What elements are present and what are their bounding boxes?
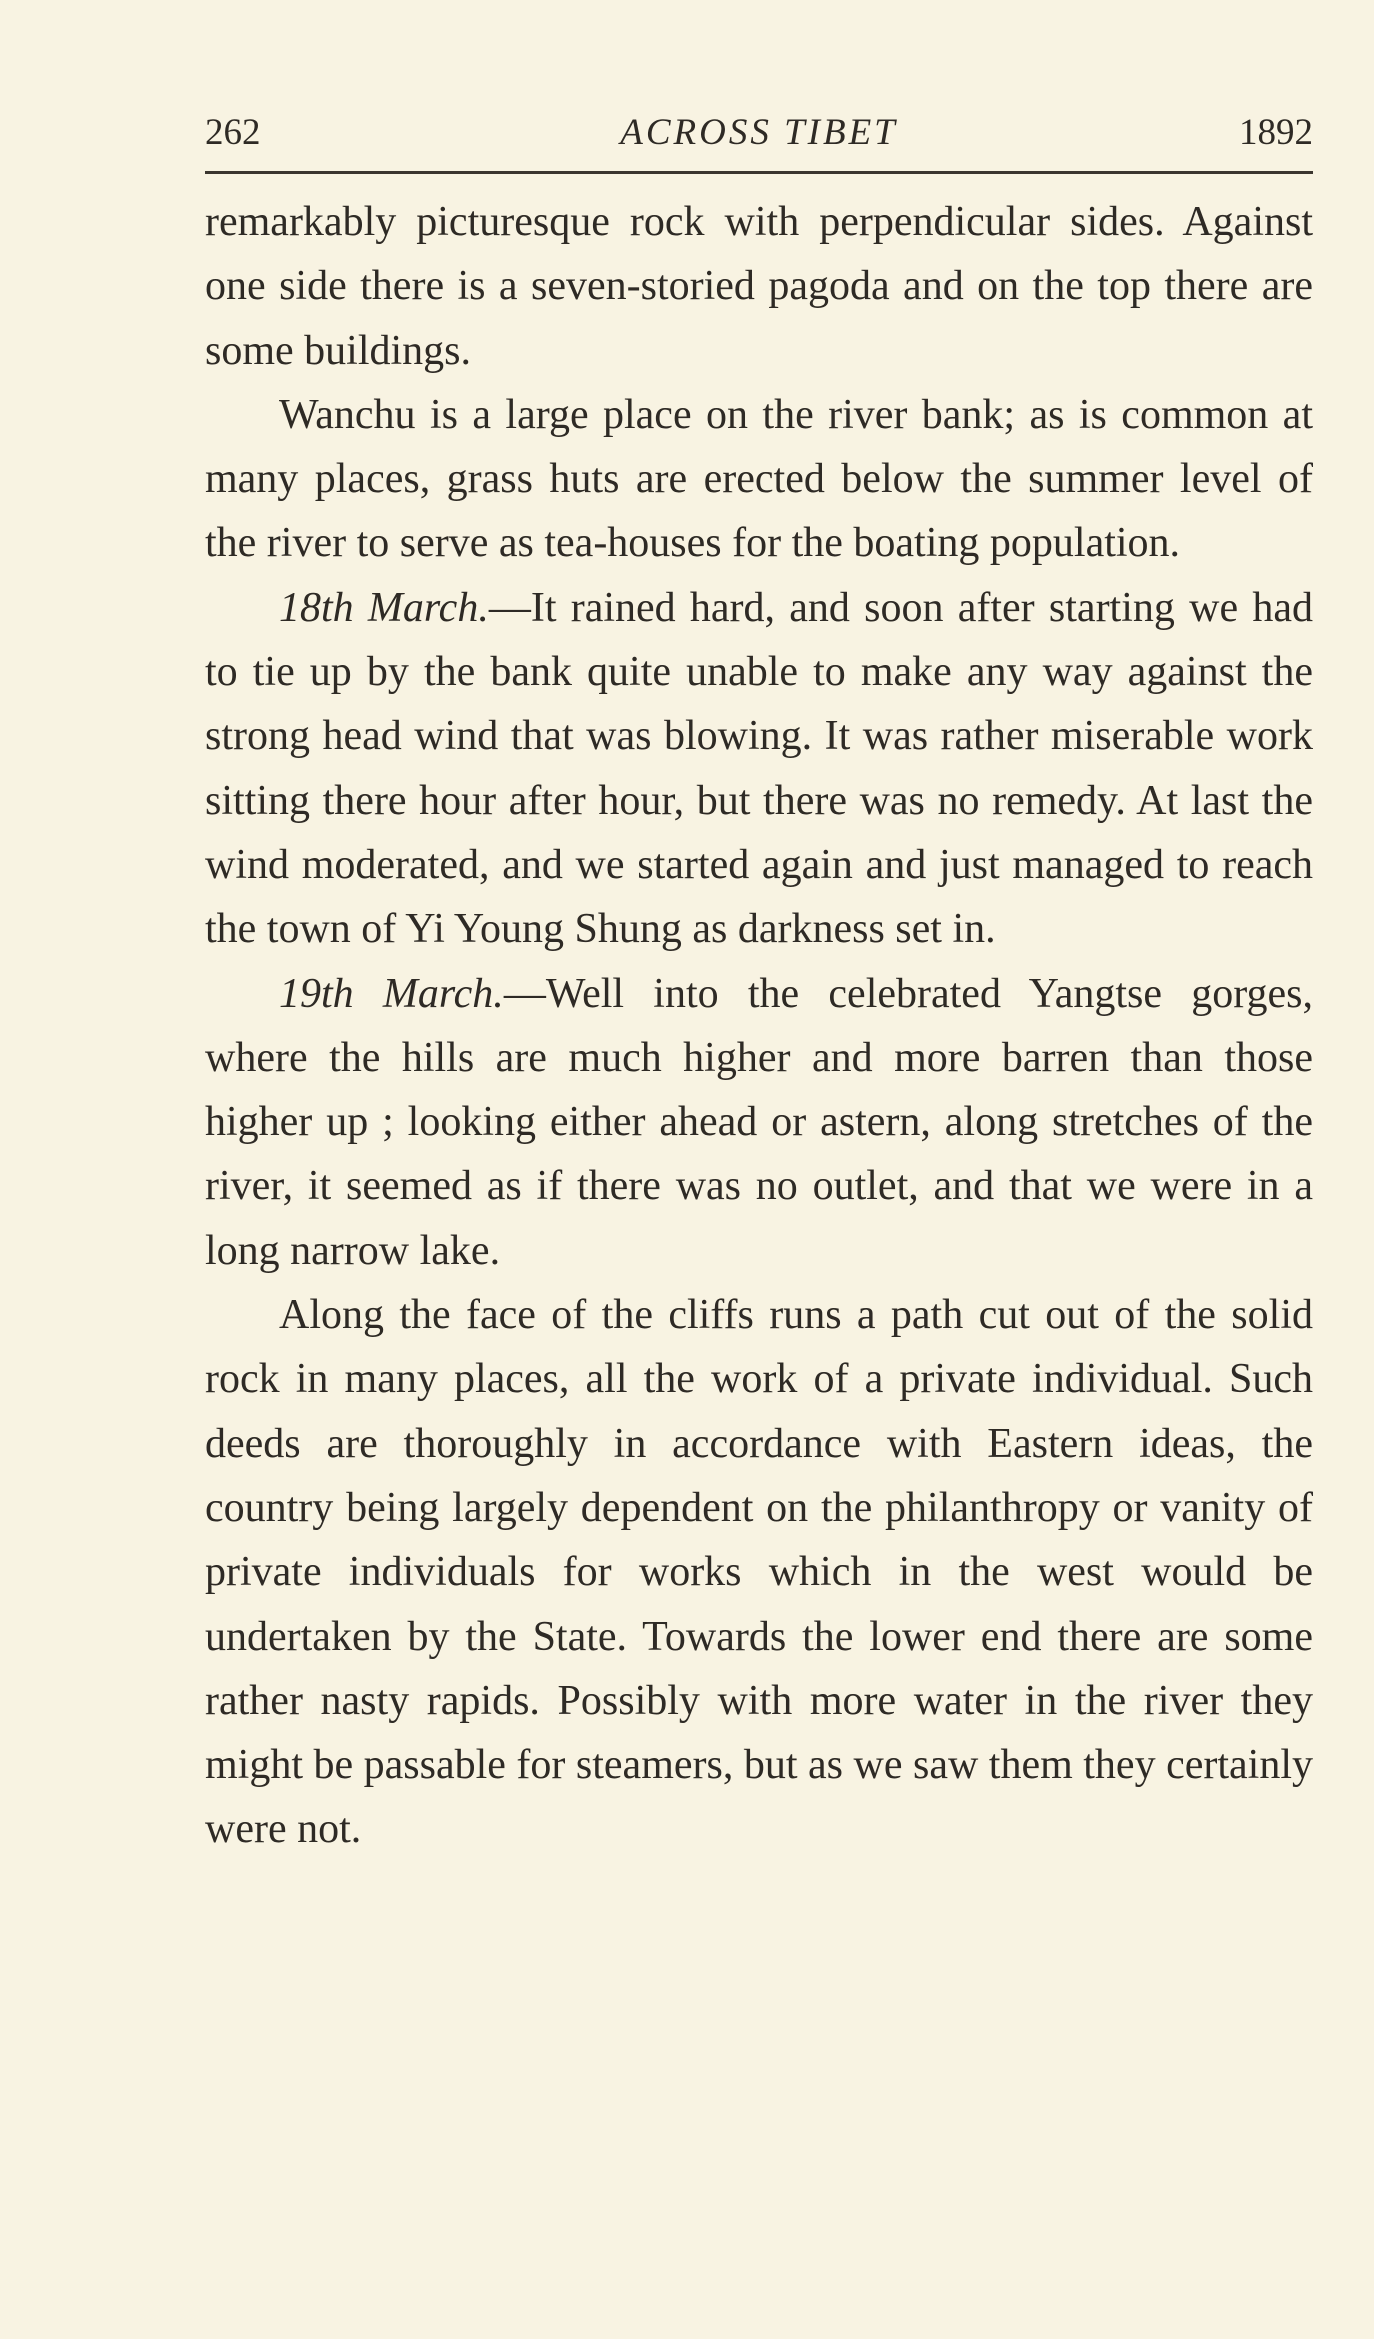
header-year: 1892 <box>1239 112 1313 153</box>
paragraph-18th-march <box>205 576 1313 962</box>
body-text <box>205 190 1313 1862</box>
paragraph-19th-march <box>205 962 1313 1283</box>
paragraph-text: Wanchu is a large place on the river bank; as is common at many places, grass huts are erected below the summer level of the river to serve as tea-houses for the boating population. <box>205 391 1313 567</box>
page-number: 262 <box>205 112 261 153</box>
paragraph-text: —It rained hard, and soon after starting we had to tie up by the bank quite unable to make any way against the strong head wind that was blowing. It was rather miserable work sitting there hour after hour, but there was no remedy. At last the wind moderated, and we started again and just managed to reach the town of Yi Young Shung as darkness set in. <box>205 584 1313 953</box>
paragraph-continuation <box>205 190 1313 383</box>
paragraph-text: —Well into the celebrated Yangtse gorges, where the hills are much higher and more barren than those higher up ; looking either ahead or astern, along stretches of the river, it seemed as if there was no outlet, and that we were in a long narrow lake. <box>205 970 1313 1274</box>
entry-date: 19th March. <box>279 970 504 1017</box>
paragraph-wanchu <box>205 383 1313 576</box>
paragraph-text: Along the face of the cliffs runs a path cut out of the solid rock in many places, all the work of a private individual. Such deeds are thoroughly in accordance with Eastern ideas, the country being largely dependent on the philanthropy or vanity of private individuals for works which in the west would be undertaken by the State. Towards the lower end there are some rather nasty rapids. Possibly with more water in the river they might be passable for steamers, but as we saw them they certainly were not. <box>205 1292 1313 1853</box>
running-title: ACROSS TIBET <box>620 112 898 153</box>
entry-date: 18th March. <box>279 584 489 631</box>
header-rule <box>205 171 1313 174</box>
running-head <box>205 108 1313 158</box>
paragraph-text: remarkably picturesque rock with perpendicular sides. Against one side there is a seven-storied pagoda and on the top there are some buildings. <box>205 199 1313 374</box>
paragraph-cliff-path <box>205 1283 1313 1862</box>
